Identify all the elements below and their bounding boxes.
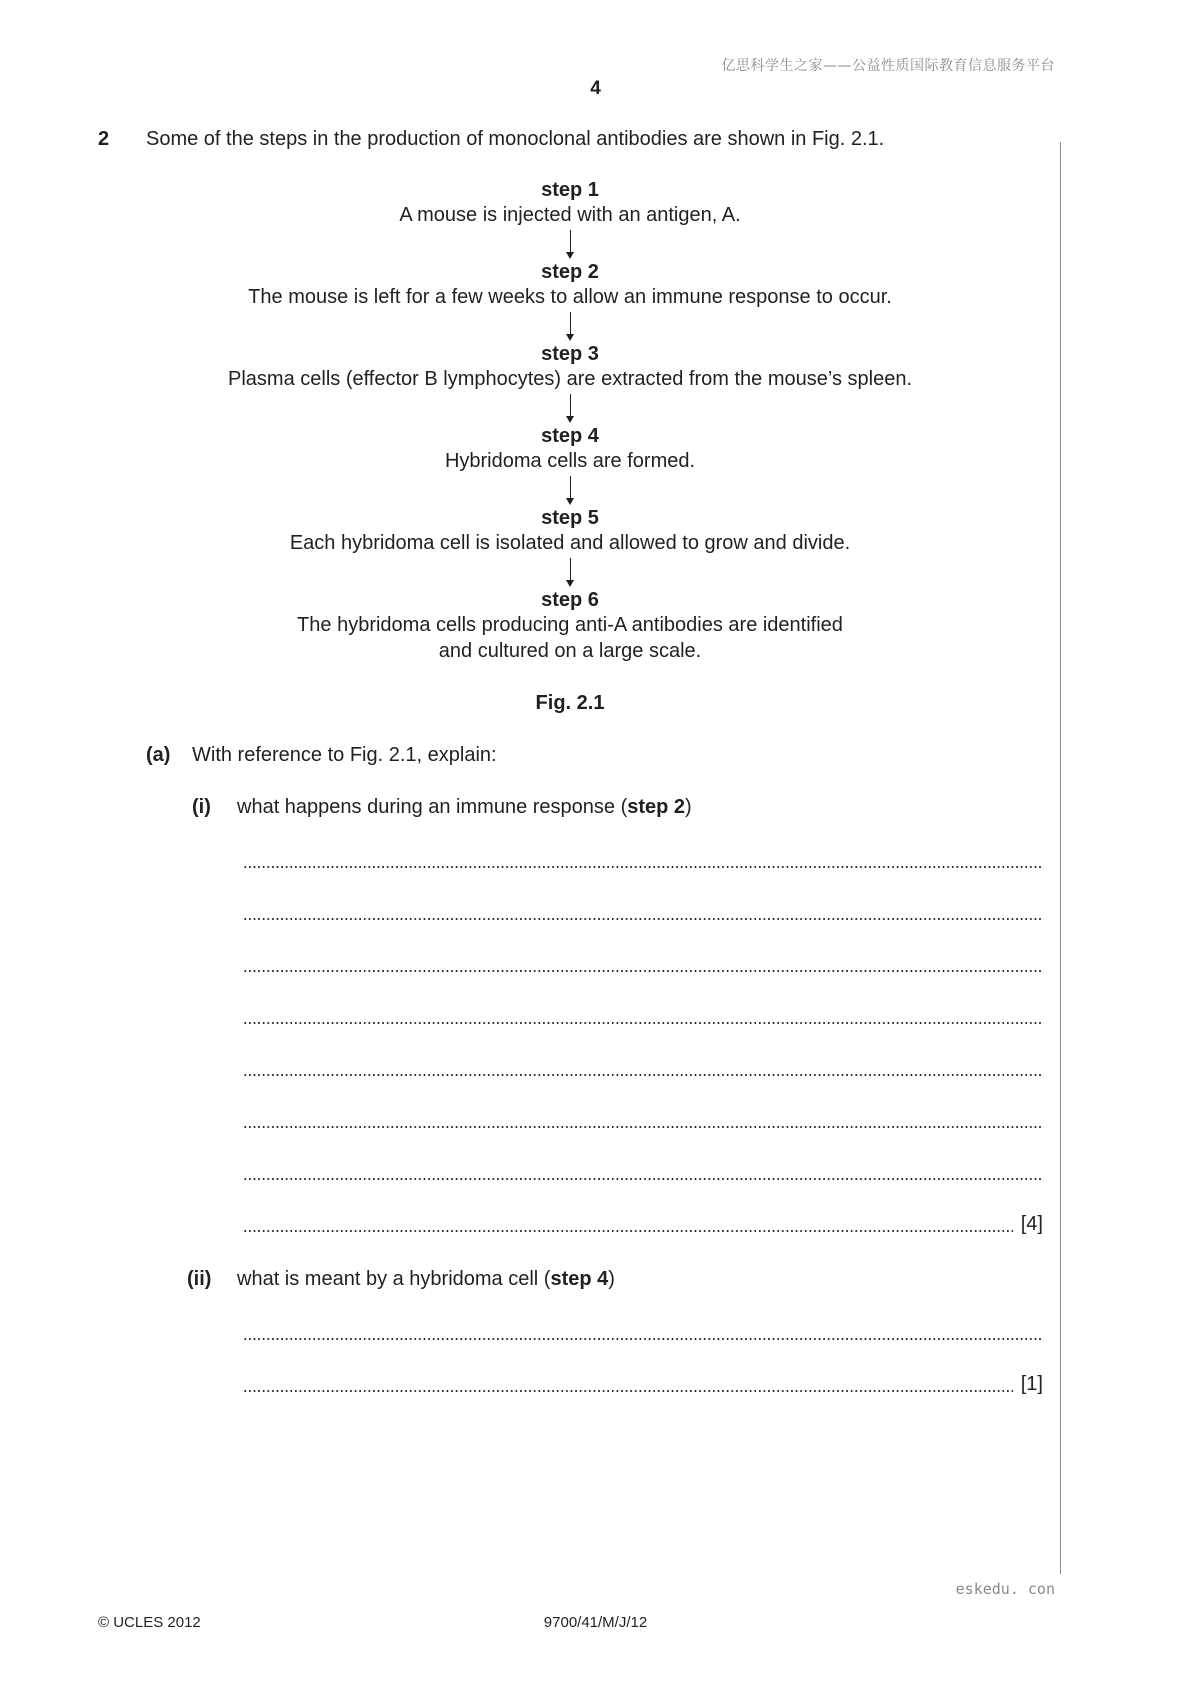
arrow-down-icon	[564, 558, 576, 588]
figure-caption: Fig. 2.1	[535, 692, 605, 714]
answer-line[interactable]	[243, 900, 1043, 924]
step-2	[140, 260, 1000, 310]
step-text: Hybridoma cells are formed.	[444, 450, 696, 472]
answer-line[interactable]	[243, 1056, 1043, 1080]
sub-i-text-before: what happens during an immune response (	[237, 796, 628, 818]
step-text: Plasma cells (effector B lymphocytes) are extracted from the mouse’s spleen.	[228, 368, 912, 390]
step-text: The mouse is left for a few weeks to allow an immune response to occur.	[248, 286, 892, 308]
question-stem: Some of the steps in the production of monoclonal antibodies are shown in Fig. 2.1.	[146, 128, 885, 150]
step-1	[140, 178, 1000, 228]
step-text: and cultured on a large scale.	[438, 640, 702, 662]
step-title: step 5	[541, 507, 599, 529]
answer-line[interactable]	[243, 1320, 1043, 1344]
answer-line[interactable]	[243, 1212, 1043, 1236]
sub-i-text	[237, 796, 692, 819]
step-3	[140, 342, 1000, 392]
answer-line[interactable]	[243, 1160, 1043, 1184]
arrow-down-icon	[564, 476, 576, 506]
sub-ii-text-before: what is meant by a hybridoma cell (	[237, 1268, 551, 1290]
flow-diagram	[140, 178, 1000, 664]
step-title: step 4	[541, 425, 599, 447]
watermark-top: 亿思科学生之家——公益性质国际教育信息服务平台	[721, 58, 1055, 74]
sub-ii-text-bold: step 4	[550, 1268, 609, 1290]
sub-ii-text	[237, 1268, 615, 1291]
footer-paper-code: 9700/41/M/J/12	[543, 1614, 648, 1631]
step-text: Each hybridoma cell is isolated and allowed to grow and divide.	[289, 532, 851, 554]
step-5	[140, 506, 1000, 556]
answer-line[interactable]	[243, 1108, 1043, 1132]
answer-line[interactable]	[243, 848, 1043, 872]
sub-i-label: (i)	[192, 796, 211, 818]
margin-rule	[1060, 142, 1061, 1574]
mark-allocation: [1]	[1020, 1373, 1043, 1395]
arrow-down-icon	[564, 230, 576, 260]
arrow-down-icon	[564, 312, 576, 342]
part-a-text: With reference to Fig. 2.1, explain:	[192, 744, 497, 766]
sub-i-text-after: )	[685, 796, 692, 818]
page-number: 4	[590, 78, 601, 99]
step-4	[140, 424, 1000, 474]
part-a-label: (a)	[146, 744, 171, 766]
answer-line[interactable]	[243, 1004, 1043, 1028]
step-6	[140, 588, 1000, 664]
sub-ii-label: (ii)	[187, 1268, 212, 1290]
mark-allocation: [4]	[1020, 1213, 1043, 1235]
step-title: step 6	[541, 589, 599, 611]
step-title: step 2	[541, 261, 599, 283]
question-number: 2	[98, 128, 110, 150]
step-title: step 3	[541, 343, 599, 365]
sub-i-text-bold: step 2	[627, 796, 686, 818]
watermark-bottom: eskedu. con	[955, 1580, 1055, 1598]
step-text: The hybridoma cells producing anti-A antibodies are identified	[297, 614, 843, 636]
footer-copyright: © UCLES 2012	[98, 1614, 201, 1631]
answer-line[interactable]	[243, 1372, 1043, 1396]
sub-ii-text-after: )	[608, 1268, 615, 1290]
answer-line[interactable]	[243, 952, 1043, 976]
step-title: step 1	[541, 179, 599, 201]
step-text: A mouse is injected with an antigen, A.	[399, 204, 741, 226]
arrow-down-icon	[564, 394, 576, 424]
